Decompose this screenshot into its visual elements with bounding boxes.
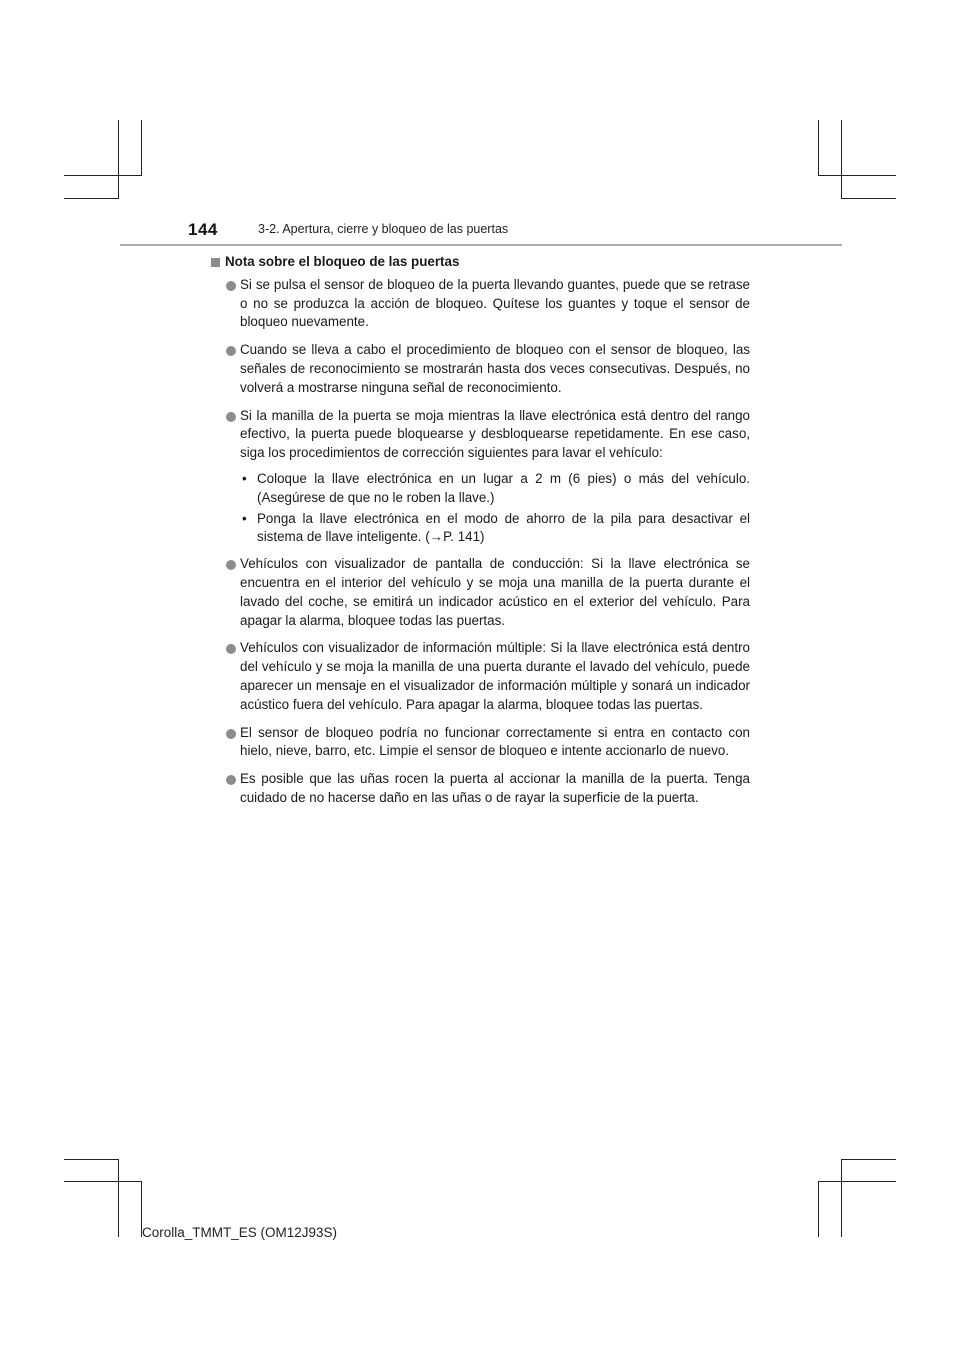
list-item: [210, 724, 750, 762]
crop-mark: [818, 120, 819, 176]
sub-list: [210, 470, 750, 547]
section-title: 3-2. Apertura, cierre y bloqueo de las puertas: [258, 222, 509, 236]
list-item: [210, 639, 750, 714]
list-item-text: El sensor de bloqueo podría no funcionar correctamente si entra en contacto con hielo, nieve, barro, etc. Limpie el sensor de bloqueo e intente accionarlo de nuevo.: [240, 724, 750, 759]
list-item-text: Cuando se lleva a cabo el procedimiento de bloqueo con el sensor de bloqueo, las señales de reconocimiento se mostrarán hasta dos veces consecutivas. Después, no volverá a mostrarse ninguna señal de reconocimiento.: [240, 342, 750, 395]
list-item: [210, 555, 750, 630]
crop-mark: [118, 1159, 119, 1237]
crop-mark: [141, 120, 142, 176]
circle-bullet-icon: [226, 775, 236, 785]
circle-bullet-icon: [226, 412, 236, 422]
crop-mark: [841, 120, 842, 198]
bullet-dot-icon: •: [242, 510, 247, 526]
circle-bullet-icon: [226, 729, 236, 739]
list-item-text: Si se pulsa el sensor de bloqueo de la puerta llevando guantes, puede que se retrase o no se produzca la acción de bloqueo. Quítese los guantes y toque el sensor de bloqueo nuevamente.: [240, 276, 750, 330]
list-item: [210, 276, 750, 332]
list-item: [210, 341, 750, 397]
crop-mark: [841, 1159, 842, 1237]
crop-mark: [818, 1181, 819, 1237]
sub-list-item-text: Ponga la llave electrónica en el modo de ahorro de la pila para desactivar el sistema de llave inteligente. (→P. 141): [257, 510, 750, 545]
page-content: [210, 253, 750, 817]
list-item: [210, 770, 750, 808]
square-bullet-icon: [211, 258, 220, 267]
crop-mark: [64, 1181, 142, 1182]
header-divider: [120, 244, 842, 246]
page-number: 144: [188, 220, 218, 239]
crop-mark: [64, 1159, 119, 1160]
crop-mark: [841, 1159, 896, 1160]
crop-mark: [118, 120, 119, 198]
circle-bullet-icon: [226, 281, 236, 291]
crop-mark: [818, 1181, 896, 1182]
crop-mark: [64, 175, 142, 176]
section-heading: [210, 253, 750, 272]
section-heading-text: Nota sobre el bloqueo de las puertas: [225, 254, 460, 269]
crop-mark: [841, 198, 896, 199]
circle-bullet-icon: [226, 560, 236, 570]
sub-list-item-text: Coloque la llave electrónica en un lugar a 2 m (6 pies) o más del vehículo. (Asegúrese de que no le roben la llave.): [257, 470, 750, 505]
crop-mark: [64, 198, 119, 199]
list-item-text: Si la manilla de la puerta se moja mientras la llave electrónica está dentro del rango efectivo, la puerta puede bloquearse y desbloquearse repetidamente. En ese caso, siga los procedimientos de corrección siguientes para lavar el vehículo:: [240, 407, 750, 461]
list-item-text: Es posible que las uñas rocen la puerta al accionar la manilla de la puerta. Tenga cuidado de no hacerse daño en las uñas o de rayar la superficie de la puerta.: [240, 771, 750, 805]
list-item-text: Vehículos con visualizador de información múltiple: Si la llave electrónica está dentro del vehículo y se moja la manilla de una puerta durante el lavado del vehículo, puede aparecer un mensaje en el visualizador de información múltiple y sonará un indicador acústico fuera del vehículo. Para apagar la alarma, bloquee todas las puertas.: [240, 640, 750, 712]
circle-bullet-icon: [226, 346, 236, 356]
bullet-dot-icon: •: [242, 470, 247, 486]
crop-mark: [818, 175, 896, 176]
sub-list-item: [210, 470, 750, 508]
list-item-text: Vehículos con visualizador de pantalla de conducción: Si la llave electrónica se encuentra en el interior del vehículo y se moja una manilla de la puerta durante el lavado del coche, se emitirá un indicador acústico en el exterior del vehículo. Para apagar la alarma, bloquee todas las puertas.: [240, 556, 750, 628]
sub-list-item: [210, 510, 750, 548]
circle-bullet-icon: [226, 644, 236, 654]
page-footer: Corolla_TMMT_ES (OM12J93S): [142, 1225, 338, 1240]
list-item: [210, 407, 750, 463]
